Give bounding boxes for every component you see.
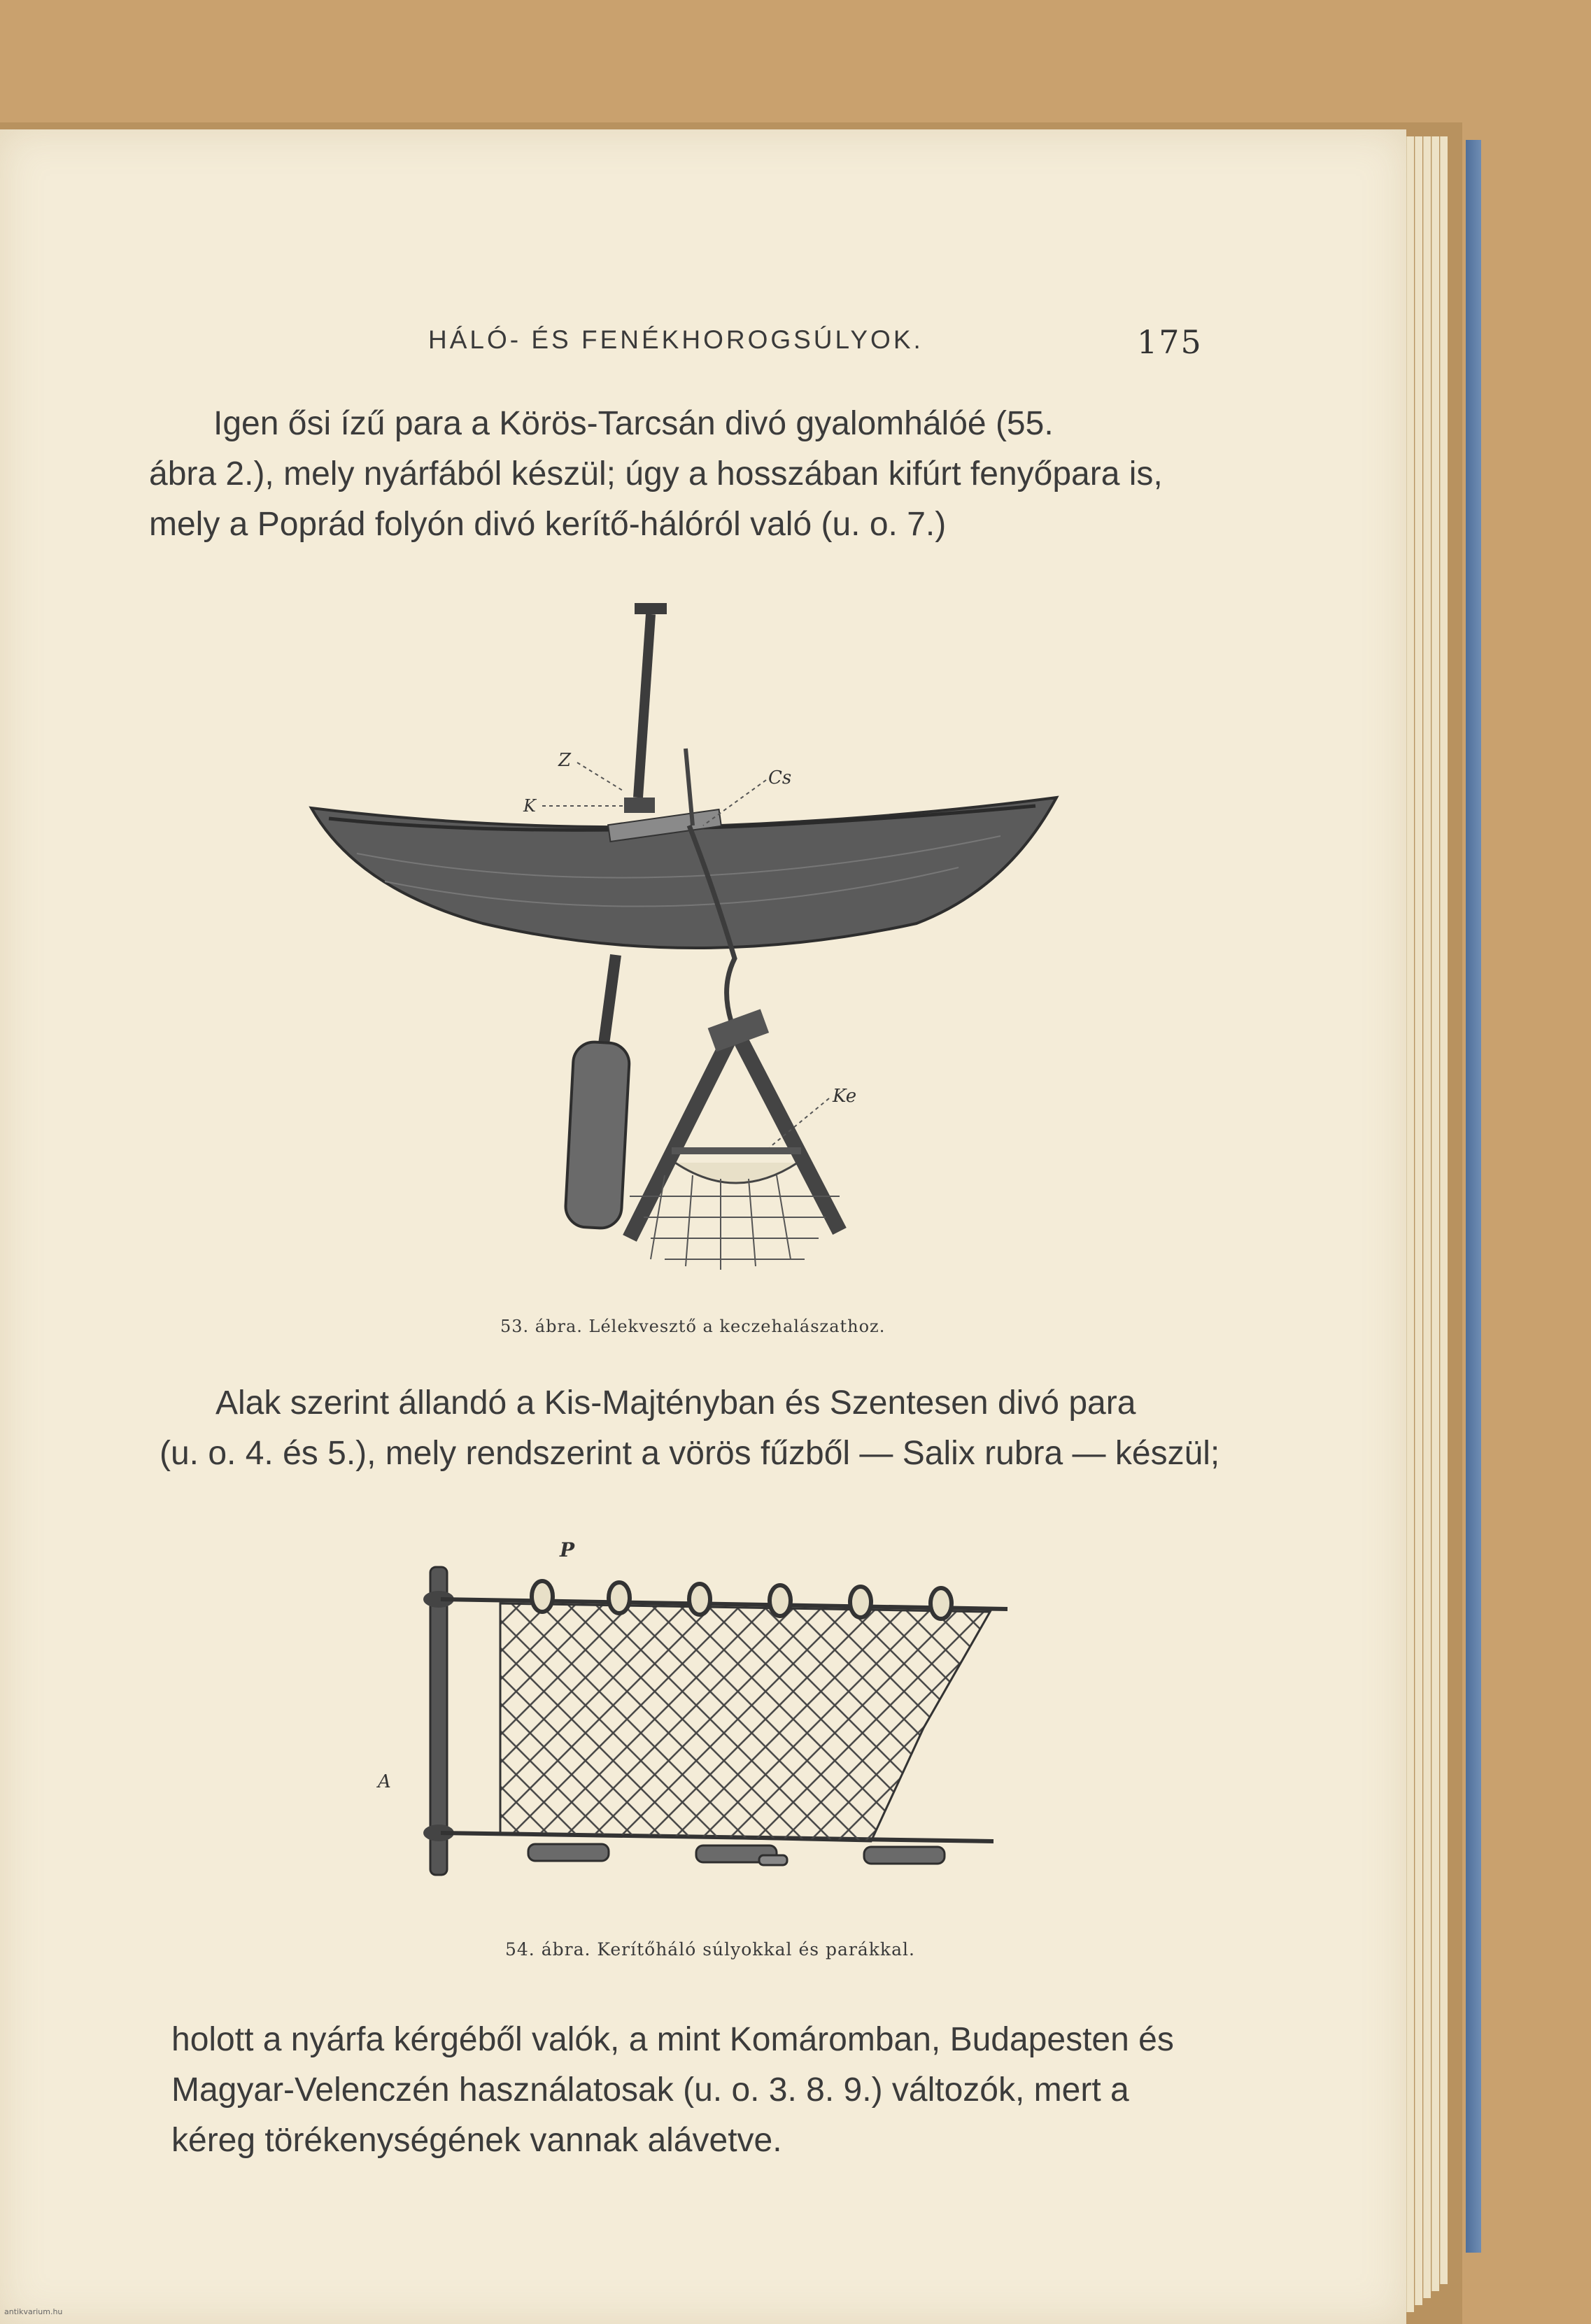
boat-hull <box>311 798 1056 948</box>
page-number: 175 <box>1137 323 1203 361</box>
label-p: P <box>560 1539 575 1561</box>
watermark-stamp: antikvarium.hu <box>4 2307 63 2316</box>
paragraph-2 <box>160 1378 1219 1479</box>
text-line: (u. o. 4. és 5.), mely rendszerint a vörös fűzből — Salix rubra — készül; <box>160 1435 1220 1472</box>
page-edge <box>1431 136 1439 2291</box>
page-edge <box>1415 136 1422 2305</box>
text-line: Magyar-Velenczén használatosak (u. o. 3. 8. 9.) változók, mert a <box>171 2071 1129 2109</box>
figure-53-caption: 53. ábra. Lélekvesztő a keczehalászathoz. <box>500 1317 886 1336</box>
figure-53-boat-illustration <box>301 595 1070 1287</box>
paddle-lower <box>565 955 630 1229</box>
text-line: kéreg törékenységének vannak alávetve. <box>171 2122 782 2159</box>
page-edge <box>1423 136 1431 2298</box>
paragraph-1 <box>149 399 1163 550</box>
label-a: A <box>378 1771 391 1792</box>
running-head: HÁLÓ- ÉS FENÉKHOROGSÚLYOK. <box>428 325 924 354</box>
label-cs: Cs <box>768 767 792 788</box>
text-line: mely a Poprád folyón divó kerítő-hálóról való (u. o. 7.) <box>149 506 947 543</box>
text-line: ábra 2.), mely nyárfából készül; úgy a hosszában kifúrt fenyőpara is, <box>149 455 1163 493</box>
label-z: Z <box>558 750 572 771</box>
net-mesh <box>500 1603 990 1841</box>
label-ke: Ke <box>833 1086 857 1107</box>
paddle-upper <box>624 603 667 813</box>
book-cover-edge <box>1466 140 1481 2253</box>
weights <box>528 1844 945 1865</box>
text-line: Alak szerint állandó a Kis-Majtényban és Szentesen divó para <box>215 1384 1136 1422</box>
stake-pole <box>423 1567 454 1875</box>
figure-54-caption: 54. ábra. Kerítőháló súlyokkal és parákkal. <box>505 1939 915 1960</box>
text-line: holott a nyárfa kérgéből valók, a mint Komáromban, Budapesten és <box>171 2021 1174 2058</box>
page-edge <box>1440 136 1448 2284</box>
page-edge <box>1406 136 1414 2312</box>
label-k: K <box>523 796 536 816</box>
figure-54-net-illustration <box>364 1539 1021 1903</box>
net-frame <box>630 1009 840 1270</box>
text-line: Igen ősi ízű para a Körös-Tarcsán divó gyalomhálóé (55. <box>213 405 1054 442</box>
paragraph-3 <box>171 2015 1174 2166</box>
